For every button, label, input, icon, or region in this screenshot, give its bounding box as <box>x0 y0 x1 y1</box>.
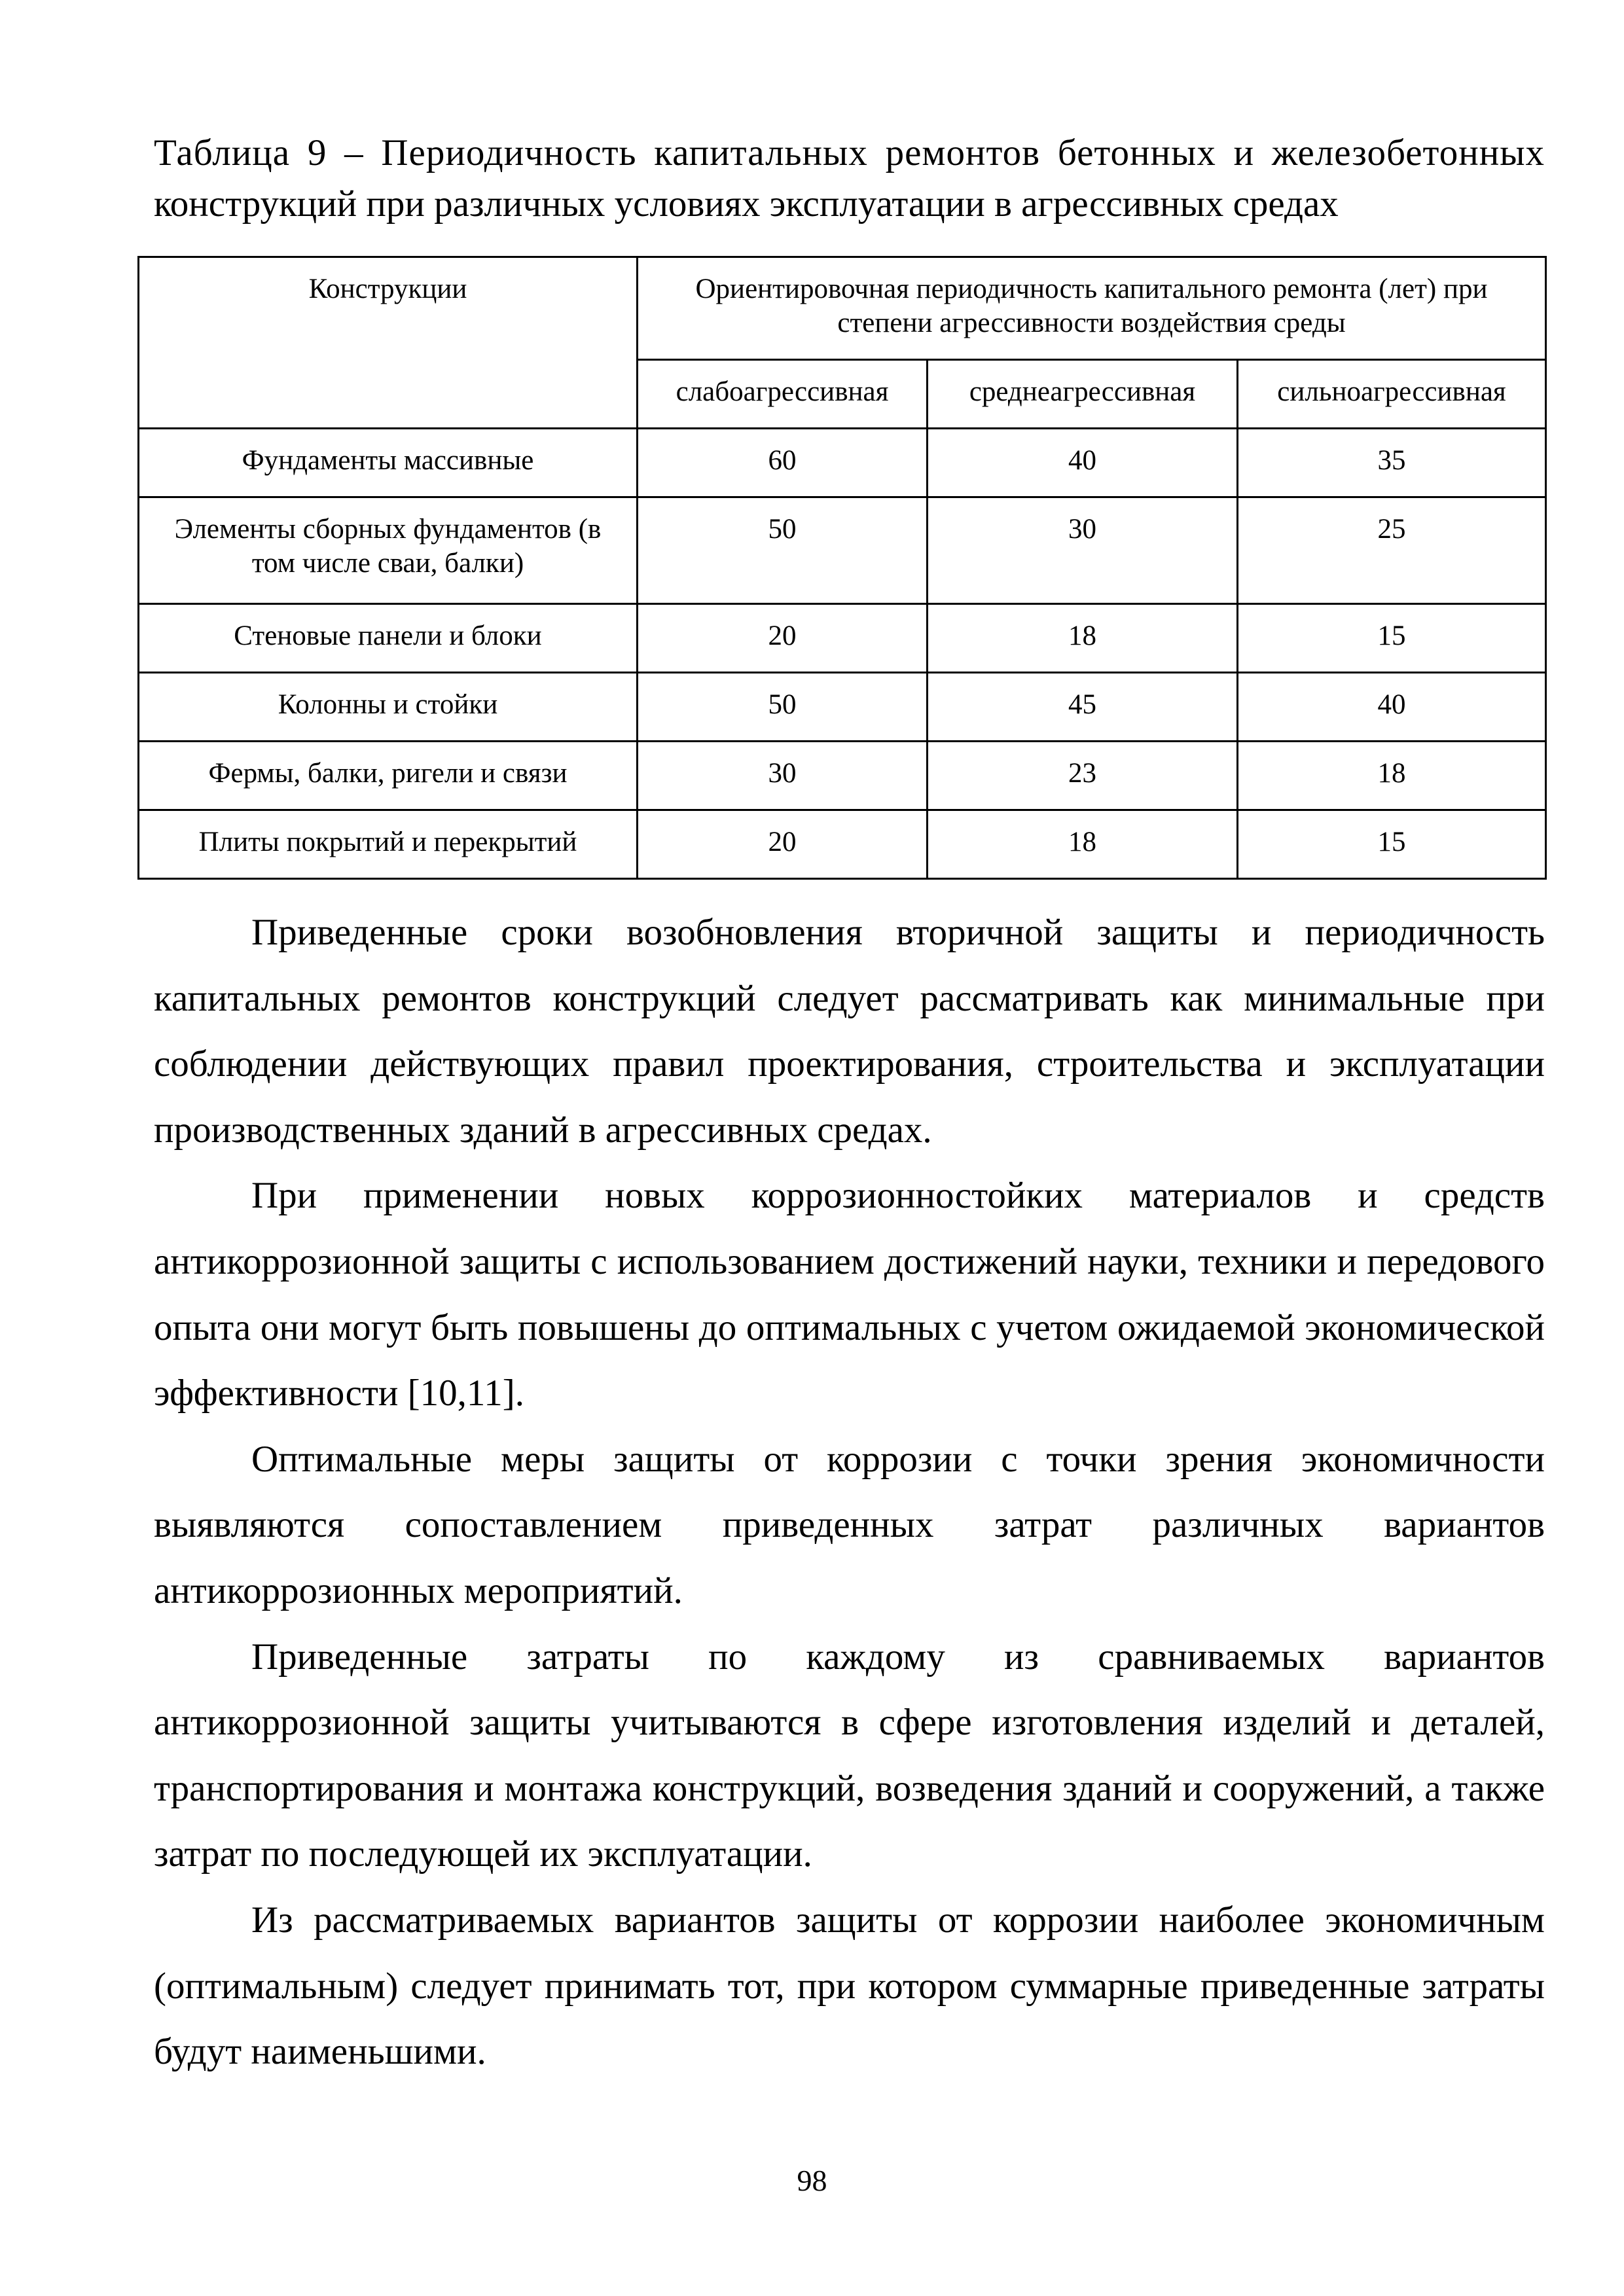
paragraph: Оптимальные меры защиты от коррозии с точки зрения экономичности выявляются сопоставлением приведенных затрат различных вариантов антикоррозионных мероприятий. <box>154 1438 1545 1611</box>
cell-value: 23 <box>928 742 1238 810</box>
subheader-weak: слабоагрессивная <box>638 360 928 429</box>
row-name: Фермы, балки, ригели и связи <box>139 742 638 810</box>
cell-value: 20 <box>638 604 928 673</box>
cell-value: 15 <box>1238 604 1546 673</box>
table-row <box>139 673 1546 742</box>
page-number: 98 <box>797 2164 827 2197</box>
cell-value: 60 <box>638 429 928 497</box>
table-row <box>139 604 1546 673</box>
cell-value: 40 <box>928 429 1238 497</box>
table-row <box>139 742 1546 810</box>
subheader-strong: сильноагрессивная <box>1238 360 1546 429</box>
cell-value: 30 <box>928 497 1238 604</box>
cell-value: 25 <box>1238 497 1546 604</box>
cell-value: 15 <box>1238 810 1546 879</box>
header-period: Ориентировочная периодичность капитального ремонта (лет) при степени агрессивности воздействия среды <box>638 257 1546 360</box>
subheader-medium: среднеагрессивная <box>928 360 1238 429</box>
repair-periodicity-table <box>137 256 1547 880</box>
cell-value: 20 <box>638 810 928 879</box>
row-name: Фундаменты массивные <box>139 429 638 497</box>
paragraph: При применении новых коррозионностойких материалов и средств антикоррозионной защиты с использованием достижений науки, техники и передового опыта они могут быть повышены до оптимальных с учетом ожидаемой экономической эффективности [10,11]. <box>154 1175 1545 1414</box>
paragraph: Приведенные затраты по каждому из сравниваемых вариантов антикоррозионной защиты учитываются в сфере изготовления изделий и деталей, транспортирования и монтажа конструкций, возведения зданий и сооружений, а также затрат по последующей их эксплуатации. <box>154 1636 1545 1875</box>
row-name: Колонны и стойки <box>139 673 638 742</box>
cell-value: 45 <box>928 673 1238 742</box>
table-row <box>139 497 1546 604</box>
cell-value: 18 <box>1238 742 1546 810</box>
table-caption <box>154 128 1545 230</box>
cell-value: 50 <box>638 673 928 742</box>
row-name: Элементы сборных фундаментов (в том числе сваи, балки) <box>139 497 638 604</box>
paragraph: Из рассматриваемых вариантов защиты от коррозии наиболее экономичным (оптимальным) следует принимать тот, при котором суммарные приведенные затраты будут наименьшими. <box>154 1899 1545 2073</box>
paragraph: Приведенные сроки возобновления вторичной защиты и периодичность капитальных ремонтов конструкций следует рассматривать как минимальные при соблюдении действующих правил проектирования, строительства и эксплуатации производственных зданий в агрессивных средах. <box>154 912 1545 1151</box>
row-name: Стеновые панели и блоки <box>139 604 638 673</box>
cell-value: 18 <box>928 604 1238 673</box>
cell-value: 40 <box>1238 673 1546 742</box>
table-caption-line-2: конструкций при различных условиях эксплуатации в агрессивных средах <box>154 183 1339 224</box>
header-construction: Конструкции <box>139 257 638 429</box>
cell-value: 35 <box>1238 429 1546 497</box>
table-row <box>139 810 1546 879</box>
cell-value: 50 <box>638 497 928 604</box>
table-row <box>139 429 1546 497</box>
table-caption-line-1: Таблица 9 – Периодичность капитальных ремонтов бетонных и железобетонных <box>154 132 1545 173</box>
body-text <box>154 900 1545 2085</box>
cell-value: 30 <box>638 742 928 810</box>
cell-value: 18 <box>928 810 1238 879</box>
row-name: Плиты покрытий и перекрытий <box>139 810 638 879</box>
